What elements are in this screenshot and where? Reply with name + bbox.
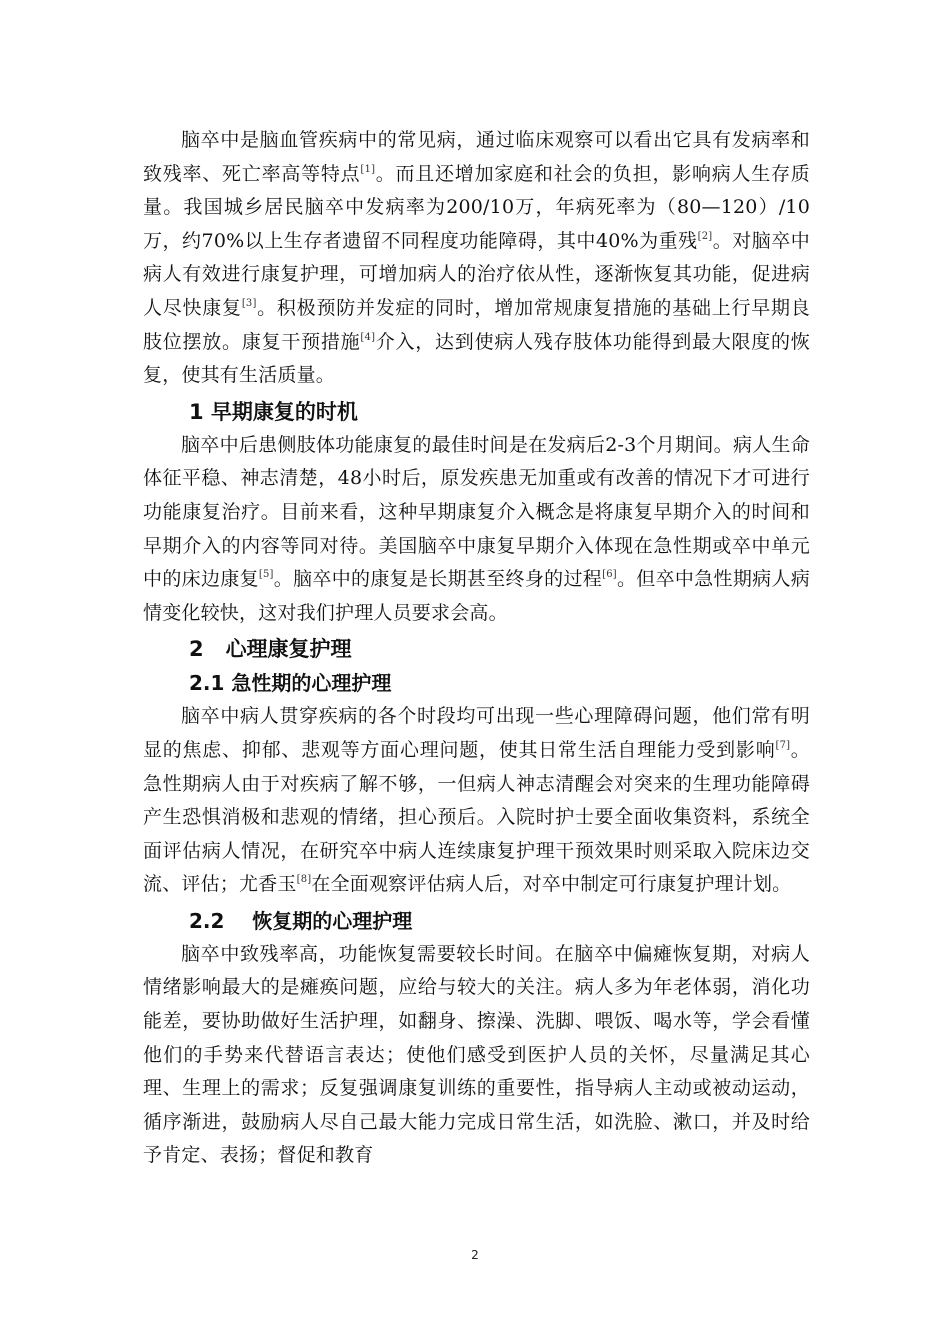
citation-2[interactable]: [2] [697, 230, 713, 242]
intro-text-4: 。积极预防并发症的同时，增加常规康复措施的基础上行早期良肢位摆放。康复干预措施 [143, 296, 810, 353]
section-2-2-number: 2.2 [189, 908, 225, 933]
intro-paragraph [143, 124, 810, 393]
citation-7[interactable]: [7] [775, 739, 791, 751]
section-2-title: 心理康复护理 [225, 637, 352, 662]
section-1-text-1: 脑卒中后患侧肢体功能康复的最佳时间是在发病后2-3个月期间。病人生命体征平稳、神志清楚，48小时后，原发疾患无加重或有改善的情况下才可进行功能康复治疗。目前来看，这种早期康复介入概念是将康复早期介入的时间和早期介入的内容等同对待。美国脑卒中康复早期介入体现在急性期或卒中单元中的床边康复 [143, 433, 810, 591]
citation-4[interactable]: [4] [360, 331, 376, 343]
section-1-text-2: 。脑卒中的康复是长期甚至终身的过程 [273, 568, 603, 591]
intro-text-2: 。而且还增加家庭和社会的负担，影响病人生存质量。我国城乡居民脑卒中发病率为200/10万，年病死率为（80—120）/10万，约70%以上生存者遗留不同程度功能障碍，其中40%为重残 [143, 162, 811, 252]
section-1-paragraph [143, 429, 810, 631]
section-2-number: 2 [189, 637, 204, 662]
section-2-1-paragraph [143, 700, 810, 902]
section-2-2-title: 恢复期的心理护理 [252, 908, 413, 933]
section-2-2-paragraph [143, 938, 810, 1173]
section-1-heading [143, 397, 810, 427]
section-1-text-3: 。但卒中急性期病人病情变化较快，这对我们护理人员要求会高。 [143, 568, 810, 624]
section-2-1-text-2: 。急性期病人由于对疾病了解不够，一但病人神志清醒会对突来的生理功能障碍产生恐惧消极和悲观的情绪，担心预后。入院时护士要全面收集资料，系统全面评估病人情况，在研究卒中病人连续康复护理干预效果时则采取入院床边交流、评估；尤香玉 [143, 738, 810, 896]
intro-text-1: 脑卒中是脑血管疾病中的常见病，通过临床观察可以看出它具有发病率和致残率、死亡率高等特点 [143, 129, 810, 185]
section-1-title: 早期康复的时机 [210, 399, 358, 424]
intro-text-3: 。对脑卒中病人有效进行康复护理，可增加病人的治疗依从性，逐渐恢复其功能，促进病人尽快康复 [143, 229, 810, 319]
section-2-1-heading [143, 668, 810, 698]
section-2-2-heading [143, 906, 810, 936]
citation-3[interactable]: [3] [241, 297, 257, 309]
section-2-2-text-1: 脑卒中致残率高，功能恢复需要较长时间。在脑卒中偏瘫恢复期，对病人情绪影响最大的是瘫痪问题，应给与较大的关注。病人多为年老体弱，消化功能差，要协助做好生活护理，如翻身、擦澡、洗脚、喂饭、喝水等，学会看懂他们的手势来代替语言表达；使他们感受到医护人员的关怀，尽量满足其心理、生理上的需求；反复强调康复训练的重要性，指导病人主动或被动运动，循序渐进，鼓励病人尽自己最大能力完成日常生活，如洗脸、漱口，并及时给予肯定、表扬；督促和教育 [143, 942, 810, 1167]
citation-8[interactable]: [8] [296, 874, 312, 886]
section-2-1-text-3: 在全面观察评估病人后，对卒中制定可行康复护理计划。 [311, 873, 792, 896]
section-2-1-number: 2.1 [189, 671, 225, 696]
citation-5[interactable]: [5] [258, 569, 274, 581]
citation-6[interactable]: [6] [602, 569, 617, 581]
citation-1[interactable]: [1] [360, 163, 376, 175]
section-2-heading [143, 634, 810, 664]
section-2-1-text-1: 脑卒中病人贯穿疾病的各个时段均可出现一些心理障碍问题，他们常有明显的焦虑、抑郁、悲观等方面心理问题，使其日常生活自理能力受到影响 [143, 705, 810, 761]
page-content [143, 124, 810, 1173]
page-number: 2 [471, 1248, 479, 1262]
section-1-number: 1 [189, 399, 204, 424]
section-2-1-title: 急性期的心理护理 [231, 671, 392, 696]
intro-text-5: 介入，达到使病人残存肢体功能得到最大限度的恢复，使其有生活质量。 [143, 330, 811, 387]
